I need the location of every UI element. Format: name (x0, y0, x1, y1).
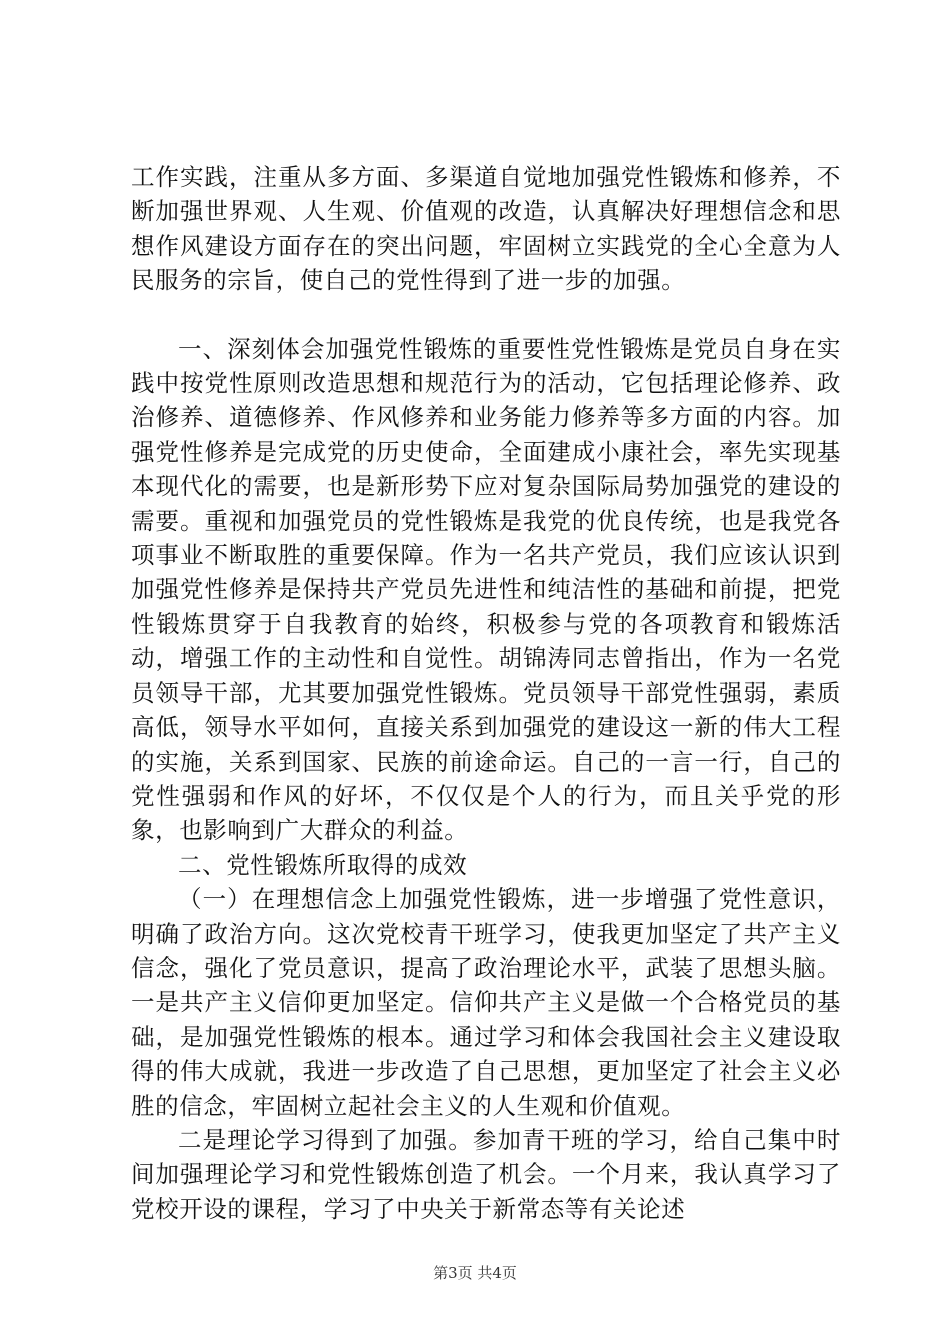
paragraph-subsection-one: （一）在理想信念上加强党性锻炼，进一步增强了党性意识，明确了政治方向。这次党校青干班学习，使我更加坚定了共产主义信念，强化了党员意识，提高了政治理论水平，武装了思想头脑。一是共产主义信仰更加坚定。信仰共产主义是做一个合格党员的基础，是加强党性锻炼的根本。通过学习和体会我国社会主义建设取得的伟大成就，我进一步改造了自己思想，更加坚定了社会主义必胜的信念，牢固树立起社会主义的人生观和价值观。 (131, 885, 841, 1120)
paragraph-intro: 工作实践，注重从多方面、多渠道自觉地加强党性锻炼和修养，不断加强世界观、人生观、价值观的改造，认真解决好理想信念和思想作风建设方面存在的突出问题，牢固树立实践党的全心全意为人民服务的宗旨，使自己的党性得到了进一步的加强。 (131, 163, 841, 295)
paragraph-section-one: 一、深刻体会加强党性锻炼的重要性党性锻炼是党员自身在实践中按党性原则改造思想和规范行为的活动，它包括理论修养、政治修养、道德修养、作风修养和业务能力修养等多方面的内容。加强党性修养是完成党的历史使命，全面建成小康社会，率先实现基本现代化的需要，也是新形势下应对复杂国际局势加强党的建设的需要。重视和加强党员的党性锻炼是我党的优良传统，也是我党各项事业不断取胜的重要保障。作为一名共产党员，我们应该认识到加强党性修养是保持共产党员先进性和纯洁性的基础和前提，把党性锻炼贯穿于自我教育的始终，积极参与党的各项教育和锻炼活动，增强工作的主动性和自觉性。胡锦涛同志曾指出，作为一名党员领导干部，尤其要加强党性锻炼。党员领导干部党性强弱，素质高低，领导水平如何，直接关系到加强党的建设这一新的伟大工程的实施，关系到国家、民族的前途命运。自己的一言一行，自己的党性强弱和作风的好坏，不仅仅是个人的行为，而且关乎党的形象，也影响到广大群众的利益。 (131, 334, 841, 845)
paragraph-theory-study: 二是理论学习得到了加强。参加青干班的学习，给自己集中时间加强理论学习和党性锻炼创造了机会。一个月来，我认真学习了党校开设的课程，学习了中央关于新常态等有关论述 (131, 1125, 841, 1223)
page-number-footer: 第3页 共4页 (433, 1264, 517, 1282)
section-heading-two: 二、党性锻炼所取得的成效 (178, 850, 468, 879)
document-body (131, 160, 841, 1226)
